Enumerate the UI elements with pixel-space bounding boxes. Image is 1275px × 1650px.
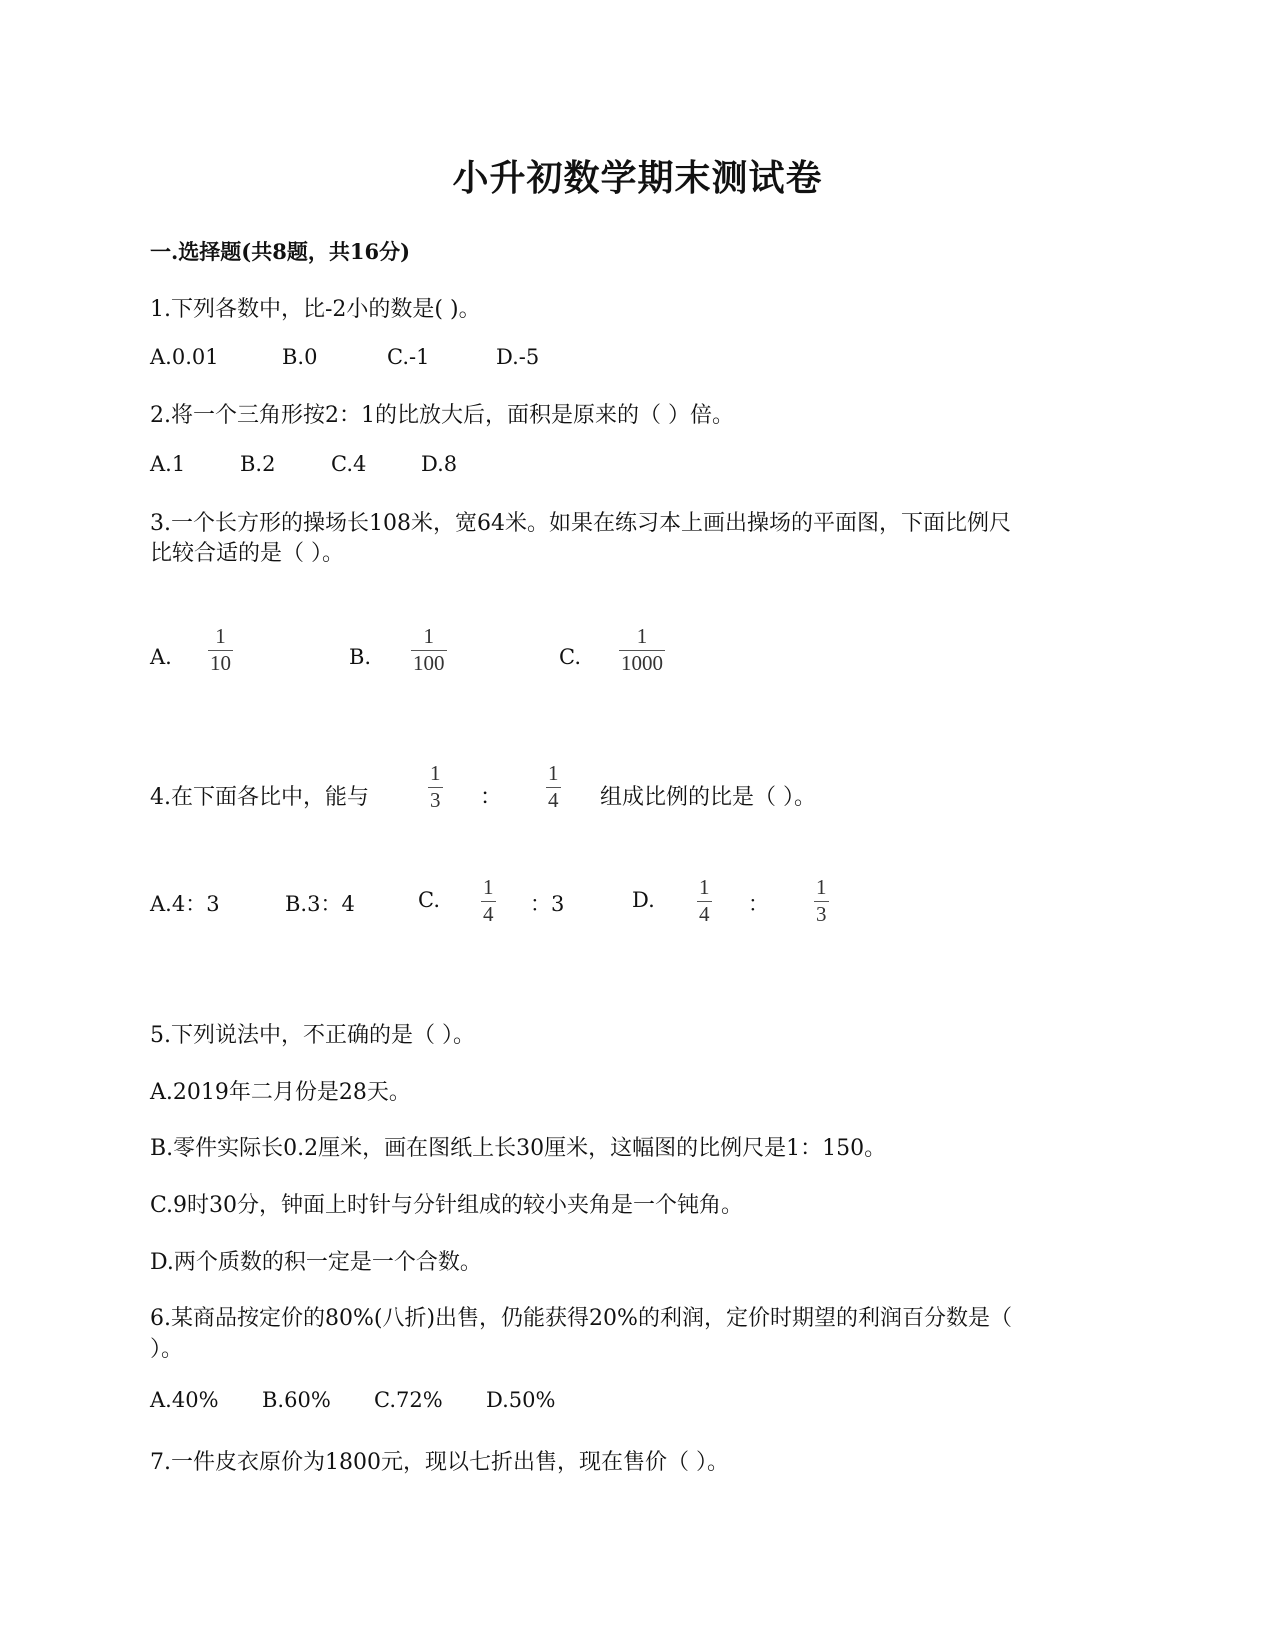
question-3-option-a-label: A. bbox=[150, 645, 172, 669]
question-4-option-a: A.4：3 bbox=[150, 892, 220, 916]
fraction-numerator: 1 bbox=[548, 761, 559, 785]
question-4-option-d-colon: ： bbox=[748, 892, 769, 916]
fraction-numerator: 1 bbox=[423, 624, 434, 648]
question-3-text-line2: 比较合适的是（ ）。 bbox=[150, 541, 344, 566]
fraction-denominator: 100 bbox=[413, 651, 445, 675]
question-6-option-a: A.40% bbox=[150, 1388, 219, 1412]
question-4-prefix: 4.在下面各比中，能与 bbox=[150, 785, 369, 810]
fraction-numerator: 1 bbox=[636, 624, 648, 648]
question-7-text: 7.一件皮衣原价为1800元，现以七折出售，现在售价（ ）。 bbox=[150, 1450, 729, 1475]
fraction-denominator: 4 bbox=[483, 902, 494, 926]
question-1-option-d: D.-5 bbox=[496, 345, 540, 369]
question-1-option-c: C.-1 bbox=[387, 345, 430, 369]
question-4-fraction-one-quarter bbox=[546, 763, 561, 811]
fraction-numerator: 1 bbox=[816, 875, 827, 899]
question-5-option-c: C.9时30分，钟面上时针与分针组成的较小夹角是一个钝角。 bbox=[150, 1193, 744, 1218]
fraction-denominator: 3 bbox=[430, 788, 441, 812]
fraction-denominator: 4 bbox=[699, 902, 710, 926]
question-4-fraction-one-third bbox=[428, 763, 443, 811]
question-6-text-line1: 6.某商品按定价的80%(八折)出售，仍能获得20%的利润，定价时期望的利润百分数是（ bbox=[150, 1306, 1012, 1331]
question-6-option-c: C.72% bbox=[374, 1388, 443, 1412]
question-4-option-c-tail: ：3 bbox=[530, 892, 565, 916]
question-5-text: 5.下列说法中，不正确的是（ ）。 bbox=[150, 1023, 475, 1048]
question-6-text-line2: ）。 bbox=[150, 1337, 184, 1362]
question-3-option-b-label: B. bbox=[349, 645, 372, 669]
question-2-option-c: C.4 bbox=[331, 452, 367, 476]
question-4-option-d-fraction-2 bbox=[814, 877, 829, 925]
question-4-option-b: B.3：4 bbox=[285, 892, 355, 916]
question-5-option-b: B.零件实际长0.2厘米，画在图纸上长30厘米，这幅图的比例尺是1：150。 bbox=[150, 1136, 887, 1161]
question-4-option-c-fraction bbox=[481, 877, 496, 925]
question-2-option-d: D.8 bbox=[421, 452, 458, 476]
fraction-denominator: 10 bbox=[210, 651, 231, 675]
section-heading: 一.选择题(共8题，共16分) bbox=[150, 239, 411, 264]
fraction-numerator: 1 bbox=[483, 875, 494, 899]
question-2-option-a: A.1 bbox=[150, 452, 186, 476]
question-3-option-c-fraction bbox=[619, 626, 665, 674]
question-1-option-b: B.0 bbox=[282, 345, 318, 369]
question-3-text-line1: 3.一个长方形的操场长108米，宽64米。如果在练习本上画出操场的平面图，下面比例尺 bbox=[150, 511, 1011, 536]
question-5-option-d: D.两个质数的积一定是一个合数。 bbox=[150, 1250, 482, 1275]
question-2-text: 2.将一个三角形按2：1的比放大后，面积是原来的（ ）倍。 bbox=[150, 403, 734, 428]
question-1-option-a: A.0.01 bbox=[150, 345, 219, 369]
question-4-option-c-label: C. bbox=[418, 888, 440, 912]
question-6-option-d: D.50% bbox=[486, 1388, 556, 1412]
fraction-denominator: 1000 bbox=[621, 651, 663, 675]
question-6-option-b: B.60% bbox=[262, 1388, 331, 1412]
fraction-denominator: 4 bbox=[548, 788, 559, 812]
question-5-option-a: A.2019年二月份是28天。 bbox=[150, 1080, 411, 1105]
question-3-option-c-label: C. bbox=[559, 645, 581, 669]
question-4-suffix: 组成比例的比是（ ）。 bbox=[600, 785, 816, 810]
page-title: 小升初数学期末测试卷 bbox=[452, 157, 823, 199]
question-4-option-d-fraction-1 bbox=[697, 877, 712, 925]
question-4-option-d-label: D. bbox=[632, 888, 655, 912]
fraction-numerator: 1 bbox=[699, 875, 710, 899]
question-3-option-b-fraction bbox=[411, 626, 447, 674]
question-2-option-b: B.2 bbox=[240, 452, 276, 476]
fraction-numerator: 1 bbox=[430, 761, 441, 785]
question-4-colon: ： bbox=[480, 785, 503, 810]
fraction-denominator: 3 bbox=[816, 902, 827, 926]
question-1-text: 1.下列各数中，比-2小的数是( )。 bbox=[150, 297, 481, 322]
question-3-option-a-fraction bbox=[208, 626, 233, 674]
fraction-numerator: 1 bbox=[215, 624, 226, 648]
